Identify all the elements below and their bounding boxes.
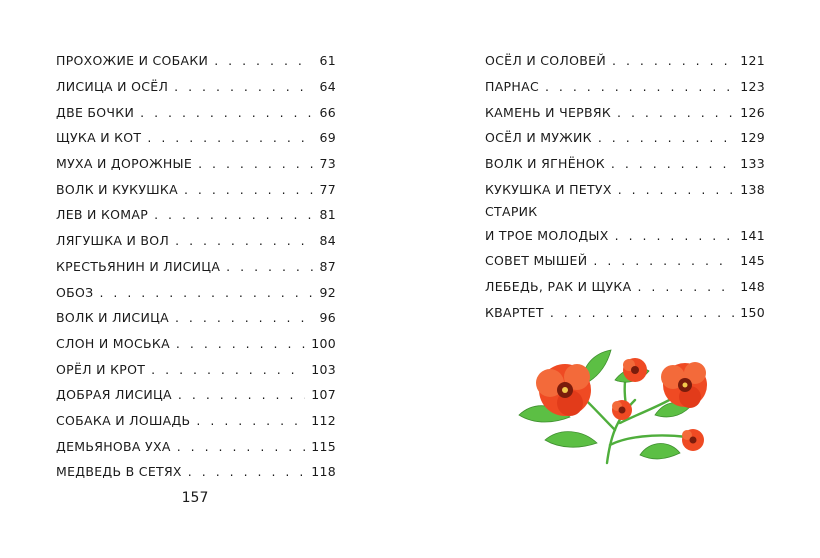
dot-leader (140, 105, 313, 120)
dot-leader (545, 79, 734, 94)
toc-entry-page: 123 (740, 79, 765, 95)
toc-entry-title: И ТРОЕ МОЛОДЫХ (485, 228, 609, 244)
dot-leader (184, 182, 314, 197)
toc-entry-title: ЛЕВ И КОМАР (56, 207, 149, 223)
toc-entry (56, 151, 336, 177)
page-number: 157 (181, 490, 209, 506)
toc-entry (56, 433, 336, 459)
dot-leader (226, 259, 313, 274)
toc-entry-page: 121 (740, 53, 765, 69)
toc-entry-title: ДЕМЬЯНОВА УХА (56, 438, 171, 454)
dot-leader (99, 285, 313, 300)
toc-entry (56, 305, 336, 331)
toc-entry (56, 74, 336, 100)
toc-entry-title: МУХА И ДОРОЖНЫЕ (56, 156, 193, 172)
poppy-small-top (623, 358, 647, 382)
toc-entry-page: 145 (740, 253, 765, 269)
toc-entry (56, 459, 336, 485)
toc-entry-page: 64 (319, 79, 336, 95)
toc-entry-page: 87 (319, 258, 336, 274)
toc-entry-title: ОСЁЛ И СОЛОВЕЙ (485, 53, 606, 69)
toc-entry-page: 150 (740, 304, 765, 320)
toc-entry-page: 141 (740, 228, 765, 244)
toc-entry-page: 129 (740, 130, 765, 146)
toc-entry-page: 69 (319, 130, 336, 146)
toc-entry-page: 77 (319, 181, 336, 197)
toc-entry (485, 300, 765, 326)
dot-leader (550, 305, 734, 320)
toc-entry (485, 274, 765, 300)
toc-entry-title: ДОБРАЯ ЛИСИЦА (56, 387, 172, 403)
toc-entry (56, 331, 336, 357)
dot-leader (154, 207, 313, 222)
toc-entry-title: ДВЕ БОЧКИ (56, 104, 135, 120)
toc-entry (485, 151, 765, 177)
toc-entry (56, 228, 336, 254)
toc-entry (56, 99, 336, 125)
toc-entry-title: КАМЕНЬ И ЧЕРВЯК (485, 104, 612, 120)
toc-entry-page: 126 (740, 104, 765, 120)
toc-entry-title: КУКУШКА И ПЕТУХ (485, 181, 612, 197)
toc-entry (485, 176, 765, 202)
toc-entry-title: СОБАКА И ЛОШАДЬ (56, 412, 191, 428)
toc-entry-title: ВОЛК И КУКУШКА (56, 181, 178, 197)
dot-leader (214, 53, 313, 68)
toc-entry-title: ЛЯГУШКА И ВОЛ (56, 233, 170, 249)
dot-leader (176, 336, 305, 351)
toc-entry-page: 73 (319, 156, 336, 172)
toc-entry-page: 92 (319, 284, 336, 300)
dot-leader (598, 130, 734, 145)
poppy-small-bottom (682, 429, 704, 451)
toc-entry-title: ОРЁЛ И КРОТ (56, 361, 146, 377)
toc-entry (56, 176, 336, 202)
toc-entry-page: 66 (319, 104, 336, 120)
dot-leader (611, 156, 734, 171)
toc-entry-title: ВОЛК И ЯГНЁНОК (485, 156, 605, 172)
toc-entry-title: ЛЕБЕДЬ, РАК И ЩУКА (485, 279, 632, 295)
toc-entry (485, 99, 765, 125)
toc-entry-page: 115 (311, 438, 336, 454)
toc-entry (485, 248, 765, 274)
dot-leader (617, 105, 734, 120)
toc-entry-title: ВОЛК И ЛИСИЦА (56, 310, 169, 326)
toc-entry (56, 382, 336, 408)
dot-leader (198, 156, 313, 171)
toc-entry-page: 138 (740, 181, 765, 197)
toc-entry-title: МЕДВЕДЬ В СЕТЯХ (56, 464, 182, 480)
toc-entry (56, 356, 336, 382)
toc-entry (485, 202, 765, 248)
toc-entry-page: 84 (319, 233, 336, 249)
toc-entry (485, 74, 765, 100)
toc-entry-title: СЛОН И МОСЬКА (56, 335, 170, 351)
dot-leader (196, 413, 305, 428)
toc-right-column (485, 48, 765, 325)
toc-entry-title: ПРОХОЖИЕ И СОБАКИ (56, 53, 209, 69)
toc-entry-page: 148 (740, 279, 765, 295)
toc-entry-page: 61 (319, 53, 336, 69)
dot-leader (188, 464, 305, 479)
toc-entry-page: 112 (311, 412, 336, 428)
toc-left-column (56, 48, 336, 485)
toc-entry-page: 81 (319, 207, 336, 223)
toc-entry-title: ПАРНАС (485, 79, 539, 95)
toc-entry (485, 48, 765, 74)
toc-entry-title: ЩУКА И КОТ (56, 130, 142, 146)
dot-leader (178, 387, 305, 402)
dot-leader (618, 182, 735, 197)
dot-leader (177, 439, 306, 454)
toc-entry (56, 48, 336, 74)
toc-entry-page: 103 (311, 361, 336, 377)
dot-leader (175, 310, 314, 325)
dot-leader (593, 253, 734, 268)
dot-leader (151, 362, 305, 377)
dot-leader (615, 228, 735, 243)
toc-entry-page: 118 (311, 464, 336, 480)
toc-entry-title: ЛИСИЦА И ОСЁЛ (56, 79, 169, 95)
poppy-small-middle (612, 400, 632, 420)
dot-leader (174, 79, 313, 94)
toc-entry (56, 254, 336, 280)
toc-entry-title: КРЕСТЬЯНИН И ЛИСИЦА (56, 258, 221, 274)
dot-leader (147, 130, 313, 145)
poppy-flowers-illustration (515, 345, 710, 465)
toc-entry-title: КВАРТЕТ (485, 304, 544, 320)
toc-entry-title: ОБОЗ (56, 284, 94, 300)
toc-entry-page: 107 (311, 387, 336, 403)
toc-entry-page: 96 (319, 310, 336, 326)
dot-leader (637, 279, 734, 294)
dot-leader (612, 53, 734, 68)
toc-entry-title: СОВЕТ МЫШЕЙ (485, 253, 588, 269)
toc-entry (485, 125, 765, 151)
toc-entry (56, 202, 336, 228)
toc-entry-title: ОСЁЛ И МУЖИК (485, 130, 592, 146)
toc-entry (56, 408, 336, 434)
dot-leader (175, 233, 313, 248)
toc-entry (56, 279, 336, 305)
toc-entry (56, 125, 336, 151)
toc-entry-title-line1: СТАРИК (485, 204, 538, 220)
toc-entry-page: 133 (740, 156, 765, 172)
toc-entry-page: 100 (311, 335, 336, 351)
